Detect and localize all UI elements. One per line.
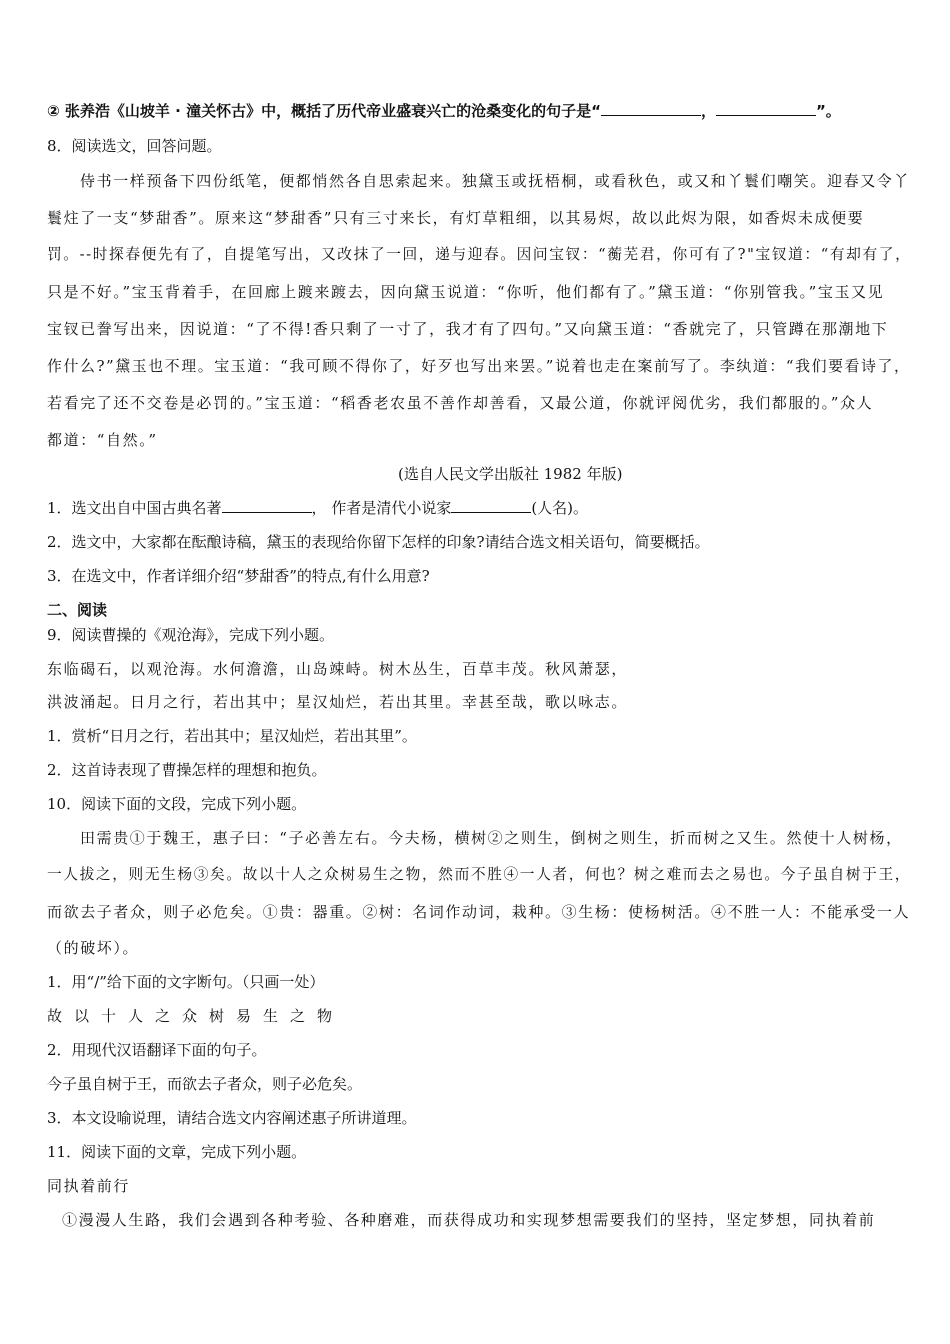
passage-10-line: 田需贵①于魏王，惠子曰：“子必善左右。今夫杨，横树②之则生，倒树之则生，折而树之又生。然使十人树杨， bbox=[80, 829, 903, 847]
question-8-1-text-b: ， 作者是清代小说家 bbox=[311, 499, 452, 517]
question-10-2-text: 今子虽自树于王，而欲去子者众，则子必危矣。 bbox=[47, 1075, 363, 1093]
question-8-2: 2．选文中，大家都在酝酿诗稿，黛玉的表现给你留下怎样的印象?请结合选文相关语句，简要概括。 bbox=[47, 533, 710, 551]
passage-8-line: 罚。--时探春便先有了，自提笔写出，又改抹了一回，递与迎春。因问宝钗：“蘅芜君，你可有了?"宝钗道：“有却有了， bbox=[47, 246, 912, 263]
passage-8-line: 都道：“自然。” bbox=[47, 431, 158, 449]
article-paragraph-1: ①漫漫人生路，我们会遇到各种考验、各种磨难，而获得成功和实现梦想需要我们的坚持，坚定梦想，同执着前 bbox=[62, 1211, 876, 1229]
question-10-2: 2．用现代汉语翻译下面的句子。 bbox=[47, 1041, 267, 1059]
passage-8-source: (选自人民文学出版社 1982 年版) bbox=[398, 465, 623, 483]
question-8-1 bbox=[47, 498, 588, 518]
question-9-1: 1．赏析“日月之行，若出其中；星汉灿烂，若出其里”。 bbox=[47, 727, 417, 745]
passage-10-line: （的破坏）。 bbox=[47, 939, 140, 957]
answer-blank bbox=[716, 101, 816, 116]
question-10-title: 10．阅读下面的文段，完成下列小题。 bbox=[47, 795, 307, 813]
passage-8-line: 若看完了还不交卷是必罚的。”宝玉道：“稻香老农虽不善作却善看，又最公道，你就评阅优劣，我们都服的。”众人 bbox=[47, 394, 874, 412]
question-9-2: 2．这首诗表现了曹操怎样的理想和抱负。 bbox=[47, 761, 327, 779]
question-8-1-text-a: 1．选文出自中国古典名著 bbox=[47, 499, 222, 517]
passage-10-line: 一人拔之，则无生杨③矣。故以十人之众树易生之物，然而不胜④一人者，何也？树之难而去之易也。今子虽自树于王， bbox=[47, 866, 912, 883]
passage-8-line: 只是不好。”宝玉背着手，在回廊上踱来踱去，因向黛玉说道：“你听，他们都有了。”黛玉道：“你别管我。”宝玉又见 bbox=[47, 283, 885, 301]
passage-8-line: 鬟炷了一支“梦甜香”。原来这“梦甜香”只有三寸来长，有灯草粗细，以其易烬，故以此烬为限，如香烬未成便要 bbox=[47, 209, 865, 227]
question-9-title: 9．阅读曹操的《观沧海》，完成下列小题。 bbox=[47, 626, 335, 644]
passage-8-line: 作什么?”黛玉也不理。宝玉道：“我可顾不得你了，好歹也写出来罢。”说着也走在案前写了。李纨道：“我们要看诗了， bbox=[47, 357, 911, 375]
passage-8-line: 侍书一样预备下四份纸笔，便都悄然各自思索起来。独黛玉或抚梧桐，或看秋色，或又和丫鬟们嘲笑。迎春又令丫 bbox=[80, 172, 911, 190]
passage-8-line: 宝钗已誊写出来，因说道：“了不得!香只剩了一寸了，我才有了四句。”又向黛玉道：“香就完了，只管蹲在那潮地下 bbox=[47, 320, 889, 338]
question-10-1-text: 故以十人之众树易生之物 bbox=[47, 1007, 345, 1025]
question-10-1: 1．用“/”给下面的文字断句。（只画一处） bbox=[47, 973, 325, 991]
answer-blank bbox=[601, 101, 701, 116]
question-8-1-text-c: (人名)。 bbox=[531, 499, 589, 517]
question-11-title: 11．阅读下面的文章，完成下列小题。 bbox=[47, 1143, 307, 1161]
question-7-2 bbox=[47, 101, 841, 121]
question-10-3: 3．本文设喻说理，请结合选文内容阐述惠子所讲道理。 bbox=[47, 1109, 417, 1127]
question-7-2-sep: ， bbox=[700, 102, 716, 120]
section-2-title: 二、阅读 bbox=[47, 601, 108, 619]
question-7-2-end: ”。 bbox=[815, 102, 841, 120]
poem-line: 东临碣石，以观沧海。水何澹澹，山岛竦峙。树木丛生，百草丰茂。秋风萧瑟， bbox=[47, 660, 629, 678]
answer-blank bbox=[222, 498, 312, 513]
question-8-title: 8．阅读选文，回答问题。 bbox=[47, 137, 222, 155]
question-8-3: 3．在选文中，作者详细介绍“梦甜香”的特点,有什么用意? bbox=[47, 567, 430, 585]
article-title: 同执着前行 bbox=[47, 1177, 131, 1195]
poem-line: 洪波涌起。日月之行，若出其中；星汉灿烂，若出其里。幸甚至哉，歌以咏志。 bbox=[47, 693, 629, 711]
answer-blank bbox=[451, 498, 531, 513]
question-7-2-text: ② 张养浩《山坡羊 · 潼关怀古》中，概括了历代帝业盛衰兴亡的沧桑变化的句子是“ bbox=[47, 102, 601, 120]
passage-10-line: 而欲去子者众，则子必危矣。①贵：器重。②树：名词作动词，栽种。③生杨：使杨树活。④不胜一人：不能承受一人 bbox=[47, 903, 911, 921]
